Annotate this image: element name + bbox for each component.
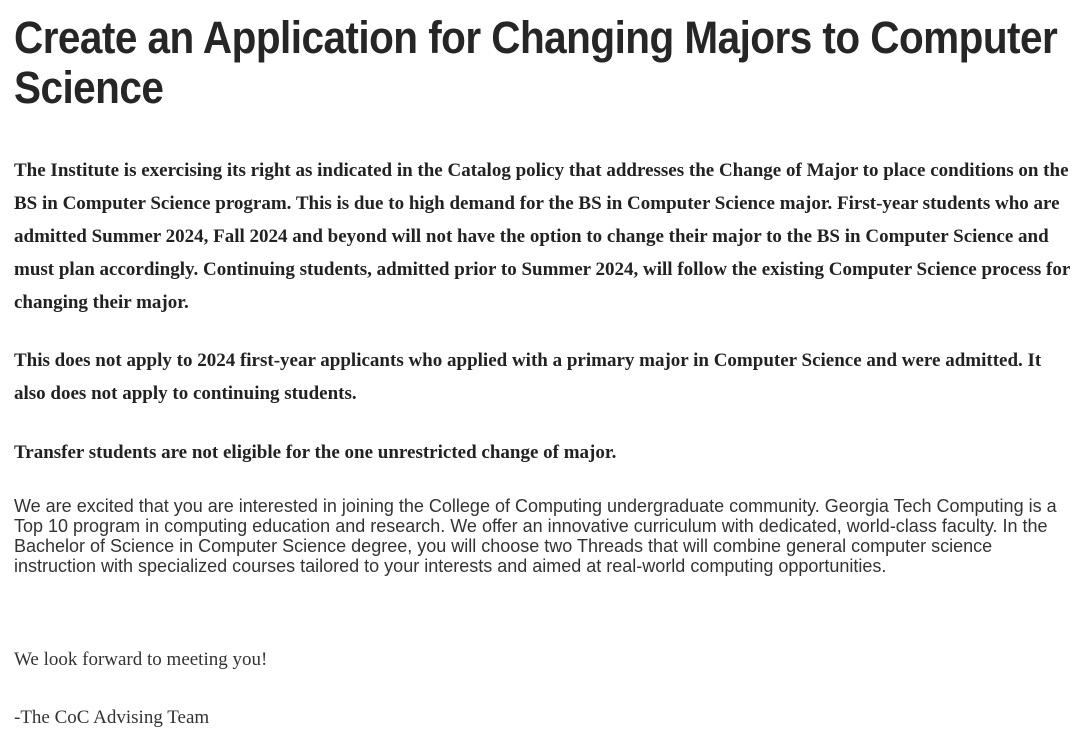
- transfer-notice-paragraph: Transfer students are not eligible for the one unrestricted change of major.: [14, 442, 617, 463]
- exception-notice-paragraph: This does not apply to 2024 first-year applicants who applied with a primary major in Computer Science and were admitted. It also does not apply to continuing students.: [14, 350, 1042, 404]
- signature-line: -The CoC Advising Team: [14, 707, 210, 728]
- policy-notice-paragraph: The Institute is exercising its right as indicated in the Catalog policy that addresses the Change of Major to place conditions on the BS in Computer Science program. This is due to high demand for the BS in Computer Science major. First-year students who are admitted Summer 2024, Fall 2024 and beyond will not have the option to change their major to the BS in Computer Science and must plan accordingly. Continuing students, admitted prior to Summer 2024, will follow the existing Computer Science process for changing their major.: [14, 160, 1070, 313]
- intro-paragraph: We are excited that you are interested in joining the College of Computing undergraduate community. Georgia Tech Computing is a Top 10 program in computing education and research. We offer an innovative curriculum with dedicated, world-class faculty. In the Bachelor of Science in Computer Science degree, you will choose two Threads that will combine general computer science instruction with specialized courses tailored to your interests and aimed at real-world computing opportunities.: [14, 496, 1057, 576]
- closing-line: We look forward to meeting you!: [14, 649, 268, 670]
- page-content: [14, 0, 1074, 728]
- page-title: Create an Application for Changing Majors to Computer Science: [14, 12, 1058, 113]
